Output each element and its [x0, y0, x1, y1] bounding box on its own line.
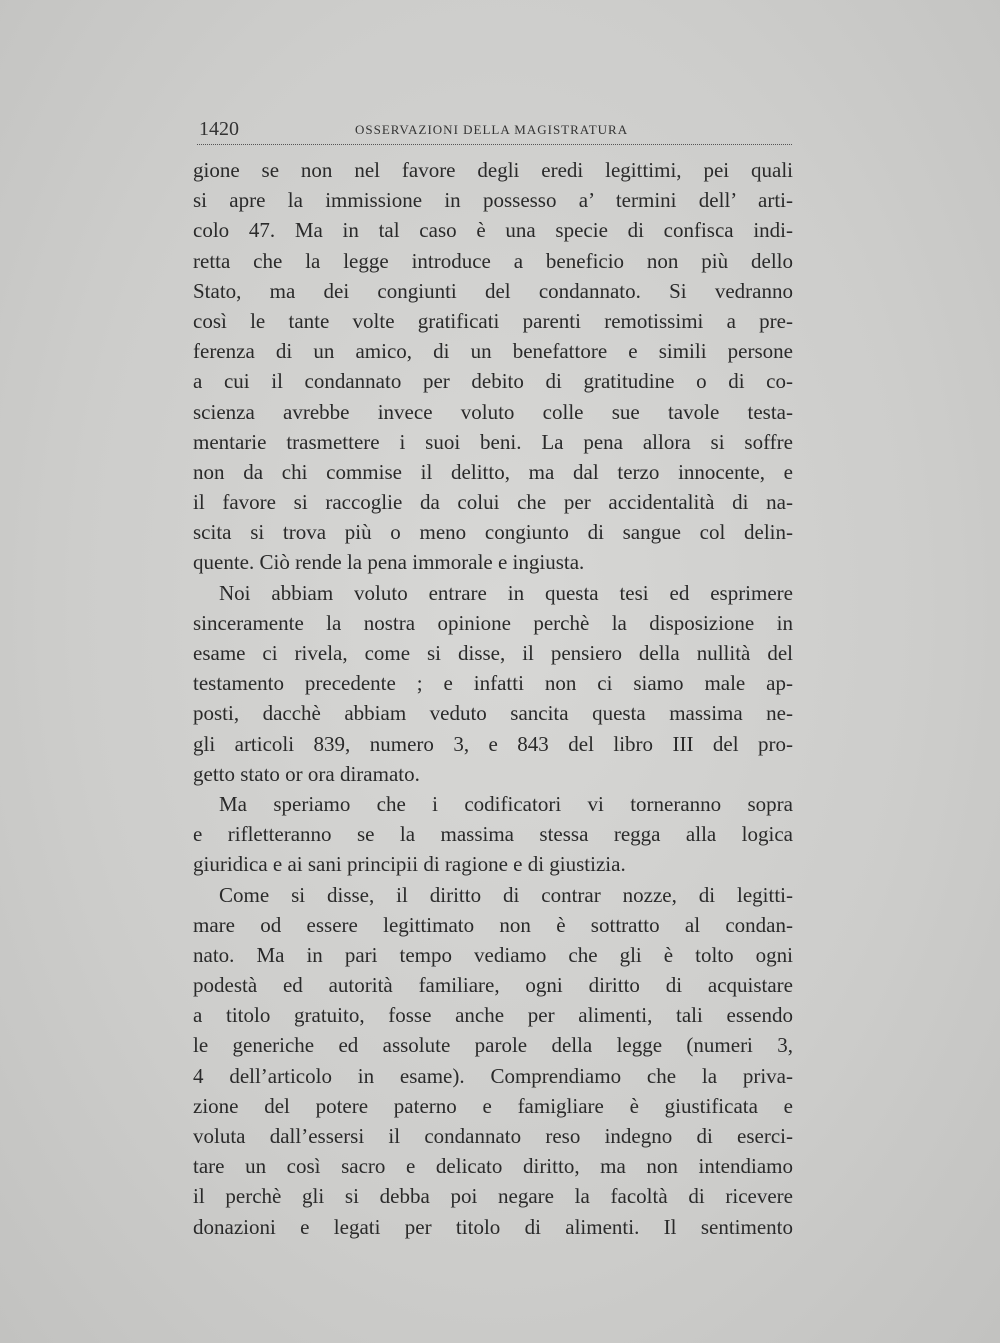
text-line: scita si trova più o meno congiunto di sangue col delin-: [193, 520, 793, 545]
text-line: 4 dell’articolo in esame). Comprendiamo che la priva-: [193, 1063, 793, 1088]
text-line: podestà ed autorità familiare, ogni diritto di acquistare: [193, 973, 793, 998]
text-line: testamento precedente ; e infatti non ci siamo male ap-: [193, 671, 793, 696]
body-text: [193, 155, 793, 1242]
text-line: retta che la legge introduce a beneficio non più dello: [193, 248, 793, 273]
text-line: sinceramente la nostra opinione perchè la disposizione in: [193, 610, 793, 635]
text-line: ferenza di un amico, di un benefattore e simili persone: [193, 339, 793, 364]
text-line: e rifletteranno se la massima stessa regga alla logica: [193, 822, 793, 847]
text-line: mare od essere legittimato non è sottratto al condan-: [193, 912, 793, 937]
text-line: così le tante volte gratificati parenti remotissimi a pre-: [193, 308, 793, 333]
text-line: Stato, ma dei congiunti del condannato. Si vedranno: [193, 278, 793, 303]
text-line: voluta dall’essersi il condannato reso indegno di eserci-: [193, 1124, 793, 1148]
text-line: Ma speriamo che i codificatori vi torneranno sopra: [219, 791, 793, 816]
text-line: giuridica e ai sani principii di ragione e di giustizia.: [193, 852, 626, 877]
running-head: [197, 116, 792, 145]
text-line: getto stato or ora diramato.: [193, 761, 420, 786]
text-line: si apre la immissione in possesso a’ termini dell’ arti-: [193, 188, 793, 213]
text-line: nato. Ma in pari tempo vediamo che gli è tolto ogni: [193, 942, 793, 967]
running-title: OSSERVAZIONI DELLA MAGISTRATURA: [355, 122, 629, 137]
text-line: tare un così sacro e delicato diritto, ma non intendiamo: [193, 1154, 793, 1179]
text-line: esame ci rivela, come si disse, il pensiero della nullità del: [193, 641, 793, 665]
page-number: 1420: [199, 118, 239, 140]
text-line: le generiche ed assolute parole della legge (numeri 3,: [193, 1033, 793, 1058]
text-line: non da chi commise il delitto, ma dal terzo innocente, e: [193, 459, 793, 484]
text-line: Come si disse, il diritto di contrar nozze, di legitti-: [219, 882, 793, 907]
text-line: posti, dacchè abbiam veduto sancita questa massima ne-: [193, 701, 793, 726]
text-line: donazioni e legati per titolo di alimenti. Il sentimento: [193, 1214, 793, 1239]
text-line: il favore si raccoglie da colui che per accidentalità di na-: [193, 490, 793, 515]
text-line: Noi abbiam voluto entrare in questa tesi ed esprimere: [219, 580, 793, 605]
text-line: gione se non nel favore degli eredi legittimi, pei quali: [193, 158, 793, 182]
text-line: mentarie trasmettere i suoi beni. La pena allora si soffre: [193, 429, 793, 454]
text-line: zione del potere paterno e famigliare è giustificata e: [193, 1093, 793, 1118]
text-line: il perchè gli si debba poi negare la facoltà di ricevere: [193, 1184, 793, 1209]
text-line: a cui il condannato per debito di gratitudine o di co-: [193, 369, 793, 394]
text-line: quente. Ciò rende la pena immorale e ingiusta.: [193, 550, 585, 575]
text-line: gli articoli 839, numero 3, e 843 del libro III del pro-: [193, 731, 793, 756]
text-line: a titolo gratuito, fosse anche per alimenti, tali essendo: [193, 1003, 793, 1028]
text-line: scienza avrebbe invece voluto colle sue tavole testa-: [193, 399, 793, 424]
text-line: colo 47. Ma in tal caso è una specie di confisca indi-: [193, 218, 793, 243]
